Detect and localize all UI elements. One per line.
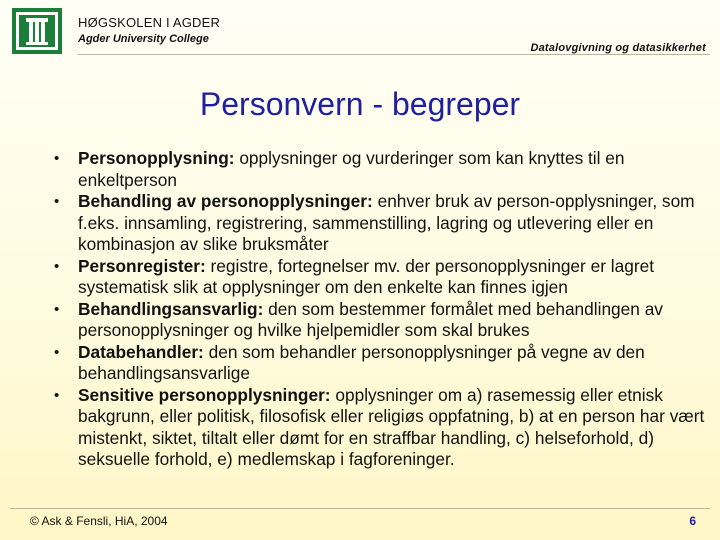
list-item bbox=[46, 256, 706, 299]
page-number: 6 bbox=[689, 514, 696, 528]
definition-term: Sensitive personopplysninger: bbox=[78, 384, 331, 405]
bullet-icon: • bbox=[54, 150, 60, 167]
bullet-icon: • bbox=[54, 300, 60, 318]
definition-text: enhver bruk av person-opplysninger, som f.eks. innsamling, registrering, sammenstilling, lagring og utlevering eller en kombinasjon av slike bruksmåter bbox=[78, 191, 695, 254]
bullet-icon: • bbox=[54, 257, 60, 275]
definition-text: den som bestemmer formålet med behandlingen av personopplysninger og hvilke hjelpemidler som skal brukes bbox=[78, 298, 663, 340]
list-item bbox=[46, 385, 706, 471]
bullet-icon: • bbox=[54, 343, 60, 361]
definition-text: registre, fortegnelser mv. der personopplysninger er lagret systematisk slik at opplysninger om den enkelte kan finnes igjen bbox=[78, 255, 654, 297]
bullet-icon: • bbox=[54, 386, 60, 404]
list-item bbox=[46, 299, 706, 342]
school-name: HØGSKOLEN I AGDER bbox=[78, 15, 221, 30]
definition-term: Behandling av personopplysninger: bbox=[78, 191, 373, 211]
definition-term: Personregister: bbox=[78, 255, 206, 276]
definition-text: opplysninger om a) rasemessig eller etnisk bakgrunn, eller politisk, filosofisk eller religiøs oppfatning, b) at en person har vært mistenkt, siktet, tiltalt eller dømt for en straffbar handling, c) helseforhold, d) seksuelle forhold, e) medlemskap i fagforeninger. bbox=[78, 384, 705, 469]
college-logo bbox=[12, 8, 62, 54]
list-item bbox=[46, 342, 706, 385]
column-pillar-icon bbox=[12, 8, 62, 54]
list-item bbox=[46, 148, 706, 191]
definition-text: den som behandler personopplysninger på vegne av den behandlingsansvarlige bbox=[78, 341, 645, 383]
header-divider bbox=[78, 54, 710, 55]
definition-term: Behandlingsansvarlig: bbox=[78, 298, 264, 319]
definition-term: Databehandler: bbox=[78, 341, 204, 362]
list-item bbox=[46, 191, 706, 256]
slide-title: Personvern - begreper bbox=[199, 86, 521, 122]
course-title: Datalovgivning og datasikkerhet bbox=[530, 42, 706, 54]
definition-list bbox=[46, 148, 706, 471]
footer-divider bbox=[10, 508, 710, 509]
definition-text: opplysninger og vurderinger som kan knyttes til en enkeltperson bbox=[78, 148, 625, 190]
definition-term: Personopplysning: bbox=[78, 148, 235, 168]
bullet-icon: • bbox=[54, 193, 60, 210]
copyright-notice: © Ask & Fensli, HiA, 2004 bbox=[30, 514, 168, 528]
school-name-english: Agder University College bbox=[78, 33, 209, 45]
